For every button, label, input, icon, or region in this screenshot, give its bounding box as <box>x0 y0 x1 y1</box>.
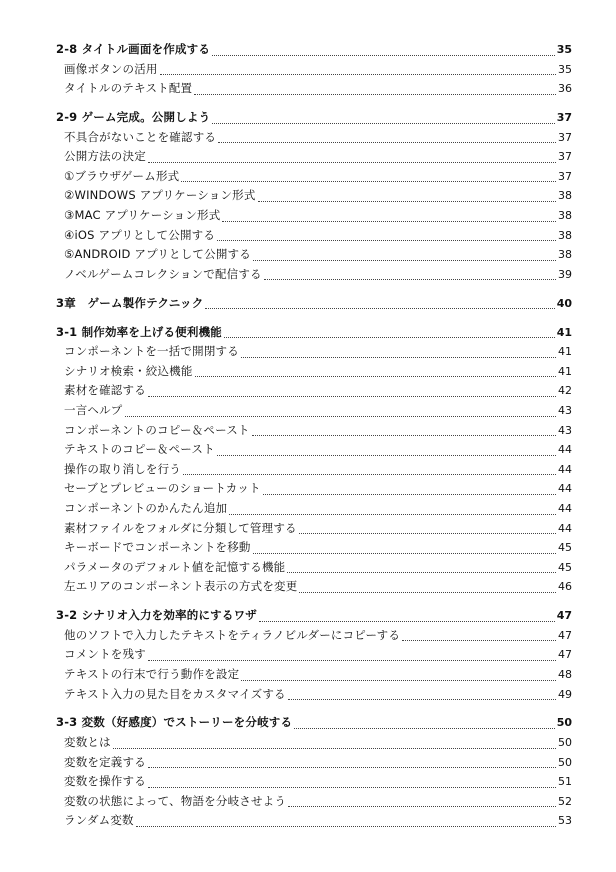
toc-entry-page: 36 <box>558 82 572 96</box>
toc-entry[interactable] <box>0 108 616 128</box>
toc-entry-title: 変数とは <box>64 735 111 750</box>
toc-entry-title: 公開方法の決定 <box>64 149 146 164</box>
toc-entry-page: 44 <box>558 501 572 515</box>
toc-entry[interactable] <box>0 323 616 343</box>
dot-leader <box>241 356 556 358</box>
table-of-contents <box>0 40 616 831</box>
toc-entry-title: 3-2 シナリオ入力を効率的にするワザ <box>56 608 257 623</box>
dot-leader <box>113 747 556 749</box>
toc-entry-title: 2-8 タイトル画面を作成する <box>56 42 211 56</box>
toc-entry-title: テキスト入力の見た目をカスタマイズする <box>64 686 286 701</box>
toc-entry[interactable] <box>0 665 616 685</box>
dot-leader <box>222 220 556 222</box>
toc-entry-page: 44 <box>558 462 572 476</box>
toc-entry-page: 53 <box>558 814 572 828</box>
toc-entry-title: 一言ヘルプ <box>64 402 123 417</box>
dot-leader <box>148 161 556 163</box>
dot-leader <box>402 639 556 641</box>
toc-entry[interactable] <box>0 40 616 60</box>
dot-leader <box>125 415 557 417</box>
dot-leader <box>287 571 556 573</box>
toc-entry[interactable] <box>0 60 616 80</box>
toc-entry[interactable] <box>0 460 616 480</box>
dot-leader <box>224 336 555 338</box>
toc-entry-page: 42 <box>558 384 572 398</box>
toc-entry-title: ④iOS アプリとして公開する <box>64 227 216 242</box>
toc-entry[interactable] <box>0 577 616 597</box>
toc-entry-title: ③MAC アプリケーション形式 <box>64 208 221 223</box>
toc-entry[interactable] <box>0 226 616 246</box>
toc-entry-page: 43 <box>558 403 572 417</box>
toc-entry-page: 35 <box>558 62 572 76</box>
toc-entry[interactable] <box>0 499 616 519</box>
toc-entry-title: 2-9 ゲーム完成。公開しよう <box>56 110 211 125</box>
toc-entry-page: 49 <box>558 687 572 701</box>
toc-entry[interactable] <box>0 245 616 265</box>
toc-entry[interactable] <box>0 479 616 499</box>
dot-leader <box>218 141 556 143</box>
toc-entry-title: 素材ファイルをフォルダに分類して管理する <box>64 520 297 535</box>
toc-entry-page: 38 <box>558 189 572 203</box>
toc-entry[interactable] <box>0 265 616 285</box>
toc-entry[interactable] <box>0 811 616 831</box>
toc-entry-page: 37 <box>556 111 572 125</box>
toc-entry[interactable] <box>0 713 616 733</box>
toc-entry-title: ⑤ANDROID アプリとして公開する <box>64 247 251 262</box>
dot-leader <box>212 122 554 124</box>
toc-entry-page: 37 <box>558 150 572 164</box>
dot-leader <box>263 493 556 495</box>
toc-entry[interactable] <box>0 79 616 99</box>
toc-entry-title: 3-1 制作効率を上げる便利機能 <box>56 324 222 339</box>
toc-entry-page: 35 <box>556 43 572 56</box>
toc-entry-title: パラメータのデフォルト値を記憶する機能 <box>64 559 286 574</box>
dot-leader <box>160 73 556 75</box>
dot-leader <box>183 473 556 475</box>
toc-entry-page: 46 <box>558 580 572 594</box>
toc-entry[interactable] <box>0 128 616 148</box>
dot-leader <box>258 200 556 202</box>
toc-entry[interactable] <box>0 167 616 187</box>
dot-leader <box>299 591 556 593</box>
dot-leader <box>212 54 555 56</box>
toc-entry[interactable] <box>0 519 616 539</box>
toc-entry-page: 48 <box>558 668 572 681</box>
toc-entry-title: 変数を定義する <box>64 754 146 769</box>
toc-entry-title: コンポーネントのコピー＆ペースト <box>64 422 250 437</box>
toc-entry-page: 45 <box>558 560 572 574</box>
toc-entry-page: 52 <box>558 794 572 808</box>
toc-entry[interactable] <box>0 381 616 401</box>
toc-entry-page: 38 <box>558 228 572 242</box>
toc-entry-title: コンポーネントのかんたん追加 <box>64 500 228 515</box>
toc-entry-page: 45 <box>558 541 572 555</box>
toc-entry[interactable] <box>0 792 616 812</box>
dot-leader <box>252 434 556 436</box>
toc-entry[interactable] <box>0 685 616 705</box>
dot-leader <box>148 786 556 788</box>
dot-leader <box>181 180 556 182</box>
toc-entry-page: 47 <box>558 628 572 642</box>
toc-entry[interactable] <box>0 421 616 441</box>
toc-entry[interactable] <box>0 772 616 792</box>
toc-entry-title: テキストのコピー＆ペースト <box>64 442 215 457</box>
toc-entry-title: 画像ボタンの活用 <box>64 61 158 76</box>
toc-entry[interactable] <box>0 753 616 773</box>
toc-entry-title: シナリオ検索・絞込機能 <box>64 363 193 378</box>
toc-entry[interactable] <box>0 606 616 626</box>
dot-leader <box>299 532 556 534</box>
dot-leader <box>217 454 556 456</box>
toc-entry-page: 44 <box>558 443 572 457</box>
toc-entry-title: ノベルゲームコレクションで配信する <box>64 266 262 281</box>
toc-entry-page: 47 <box>556 609 572 623</box>
toc-entry-page: 47 <box>558 648 572 662</box>
toc-entry-title: 3章 ゲーム製作テクニック <box>56 295 204 310</box>
toc-entry-page: 50 <box>558 755 572 769</box>
toc-entry-title: テキストの行末で行う動作を設定 <box>64 667 240 681</box>
dot-leader <box>259 620 555 622</box>
toc-entry-page: 44 <box>558 482 572 496</box>
toc-entry[interactable] <box>0 186 616 206</box>
dot-leader <box>148 395 556 397</box>
toc-entry[interactable] <box>0 147 616 167</box>
dot-leader <box>205 307 554 309</box>
toc-entry-page: 41 <box>558 364 572 378</box>
dot-leader <box>241 679 556 681</box>
toc-entry-title: ①ブラウザゲーム形式 <box>64 168 180 183</box>
toc-entry-title: 他のソフトで入力したテキストをティラノビルダーにコピーする <box>64 627 401 642</box>
toc-entry-page: 41 <box>556 325 572 339</box>
dot-leader <box>294 727 555 729</box>
toc-entry[interactable] <box>0 206 616 226</box>
toc-entry[interactable] <box>0 362 616 382</box>
toc-entry-page: 39 <box>558 267 572 281</box>
toc-entry[interactable] <box>0 342 616 362</box>
toc-entry[interactable] <box>0 645 616 665</box>
toc-entry-title: セーブとプレビューのショートカット <box>64 481 261 496</box>
toc-entry-page: 43 <box>558 423 572 437</box>
toc-entry[interactable] <box>0 440 616 460</box>
dot-leader <box>264 278 556 280</box>
toc-entry-title: 変数の状態によって、物語を分岐させよう <box>64 793 287 808</box>
dot-leader <box>253 259 556 261</box>
toc-entry[interactable] <box>0 558 616 578</box>
toc-entry-title: 不具合がないことを確認する <box>64 129 217 144</box>
toc-entry-title: コンポーネントを一括で開閉する <box>64 344 239 359</box>
toc-entry[interactable] <box>0 733 616 753</box>
toc-entry-title: 左エリアのコンポーネント表示の方式を変更 <box>64 579 298 594</box>
dot-leader <box>194 93 556 95</box>
toc-entry-page: 50 <box>556 716 572 730</box>
dot-leader <box>217 239 556 241</box>
toc-entry-page: 44 <box>558 521 572 535</box>
dot-leader <box>148 766 556 768</box>
dot-leader <box>195 375 556 377</box>
dot-leader <box>288 805 556 807</box>
toc-entry-page: 50 <box>558 736 572 750</box>
toc-entry-title: ランダム変数 <box>64 813 134 828</box>
toc-entry[interactable] <box>0 626 616 646</box>
dot-leader <box>253 552 556 554</box>
toc-entry-title: ②WINDOWS アプリケーション形式 <box>64 188 256 203</box>
toc-entry-title: 3-3 変数（好感度）でストーリーを分岐する <box>56 715 293 730</box>
toc-entry-title: 操作の取り消しを行う <box>64 461 181 476</box>
toc-entry-page: 38 <box>558 209 572 223</box>
dot-leader <box>148 659 556 661</box>
toc-entry-title: 素材を確認する <box>64 383 146 398</box>
toc-entry-title: 変数を操作する <box>64 774 146 789</box>
toc-entry-title: キーボードでコンポーネントを移動 <box>64 540 251 555</box>
toc-entry-page: 37 <box>558 169 572 183</box>
toc-entry[interactable] <box>0 401 616 421</box>
toc-entry-page: 38 <box>558 248 572 262</box>
toc-entry-page: 40 <box>556 296 572 310</box>
toc-entry-page: 51 <box>558 775 572 789</box>
dot-leader <box>288 698 556 700</box>
toc-entry-title: タイトルのテキスト配置 <box>64 81 193 96</box>
toc-entry-title: コメントを残す <box>64 647 146 662</box>
toc-entry-page: 41 <box>558 345 572 359</box>
dot-leader <box>229 513 556 515</box>
toc-entry-page: 37 <box>558 130 572 144</box>
toc-entry[interactable] <box>0 294 616 314</box>
toc-entry[interactable] <box>0 538 616 558</box>
dot-leader <box>136 825 556 827</box>
